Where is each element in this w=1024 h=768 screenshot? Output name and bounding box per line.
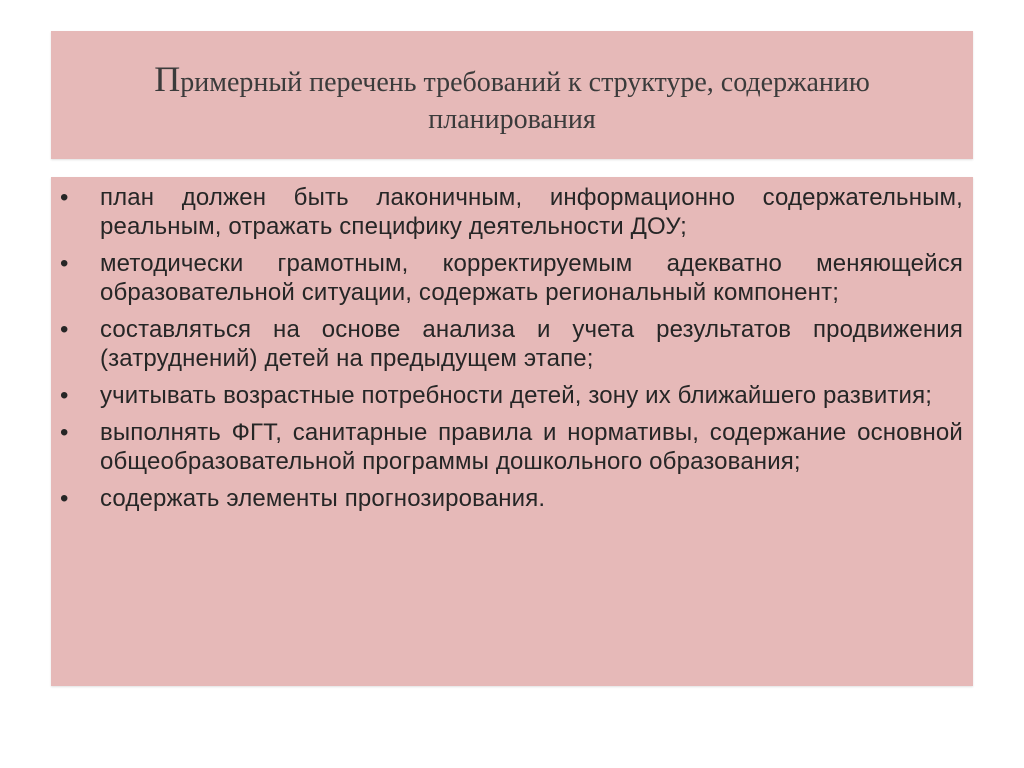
bullet-icon: • (60, 316, 69, 343)
bullet-icon: • (60, 382, 69, 409)
list-item (60, 484, 963, 513)
slide-title-first-letter: П (154, 59, 181, 100)
bullet-icon: • (60, 250, 69, 277)
content-box (51, 177, 973, 686)
list-item-text: содержать элементы прогнозирования. (100, 485, 546, 512)
slide-title (72, 56, 952, 138)
list-item (60, 249, 963, 307)
list-item-text: методически грамотным, корректируемым адекватно меняющейся образовательной ситуации, содержать региональный компонент; (100, 250, 963, 306)
list-item (60, 315, 963, 373)
list-item (60, 418, 963, 476)
slide-title-rest: римерный перечень требований к структуре, содержанию планирования (180, 67, 870, 136)
bullet-icon: • (60, 485, 69, 512)
list-item-text: составляться на основе анализа и учета результатов продвижения (затруднений) детей на предыдущем этапе; (100, 316, 963, 372)
title-box (51, 31, 973, 159)
list-item-text: выполнять ФГТ, санитарные правила и нормативы, содержание основной общеобразовательной программы дошкольного образования; (100, 419, 963, 475)
bullet-icon: • (60, 419, 69, 446)
bullet-icon: • (60, 184, 69, 211)
list-item (60, 381, 963, 410)
list-item (60, 183, 963, 241)
list-item-text: учитывать возрастные потребности детей, зону их ближайшего развития; (100, 382, 933, 409)
bullet-list (60, 183, 963, 521)
list-item-text: план должен быть лаконичным, информационно содержательным, реальным, отражать специфику деятельности ДОУ; (100, 184, 963, 240)
